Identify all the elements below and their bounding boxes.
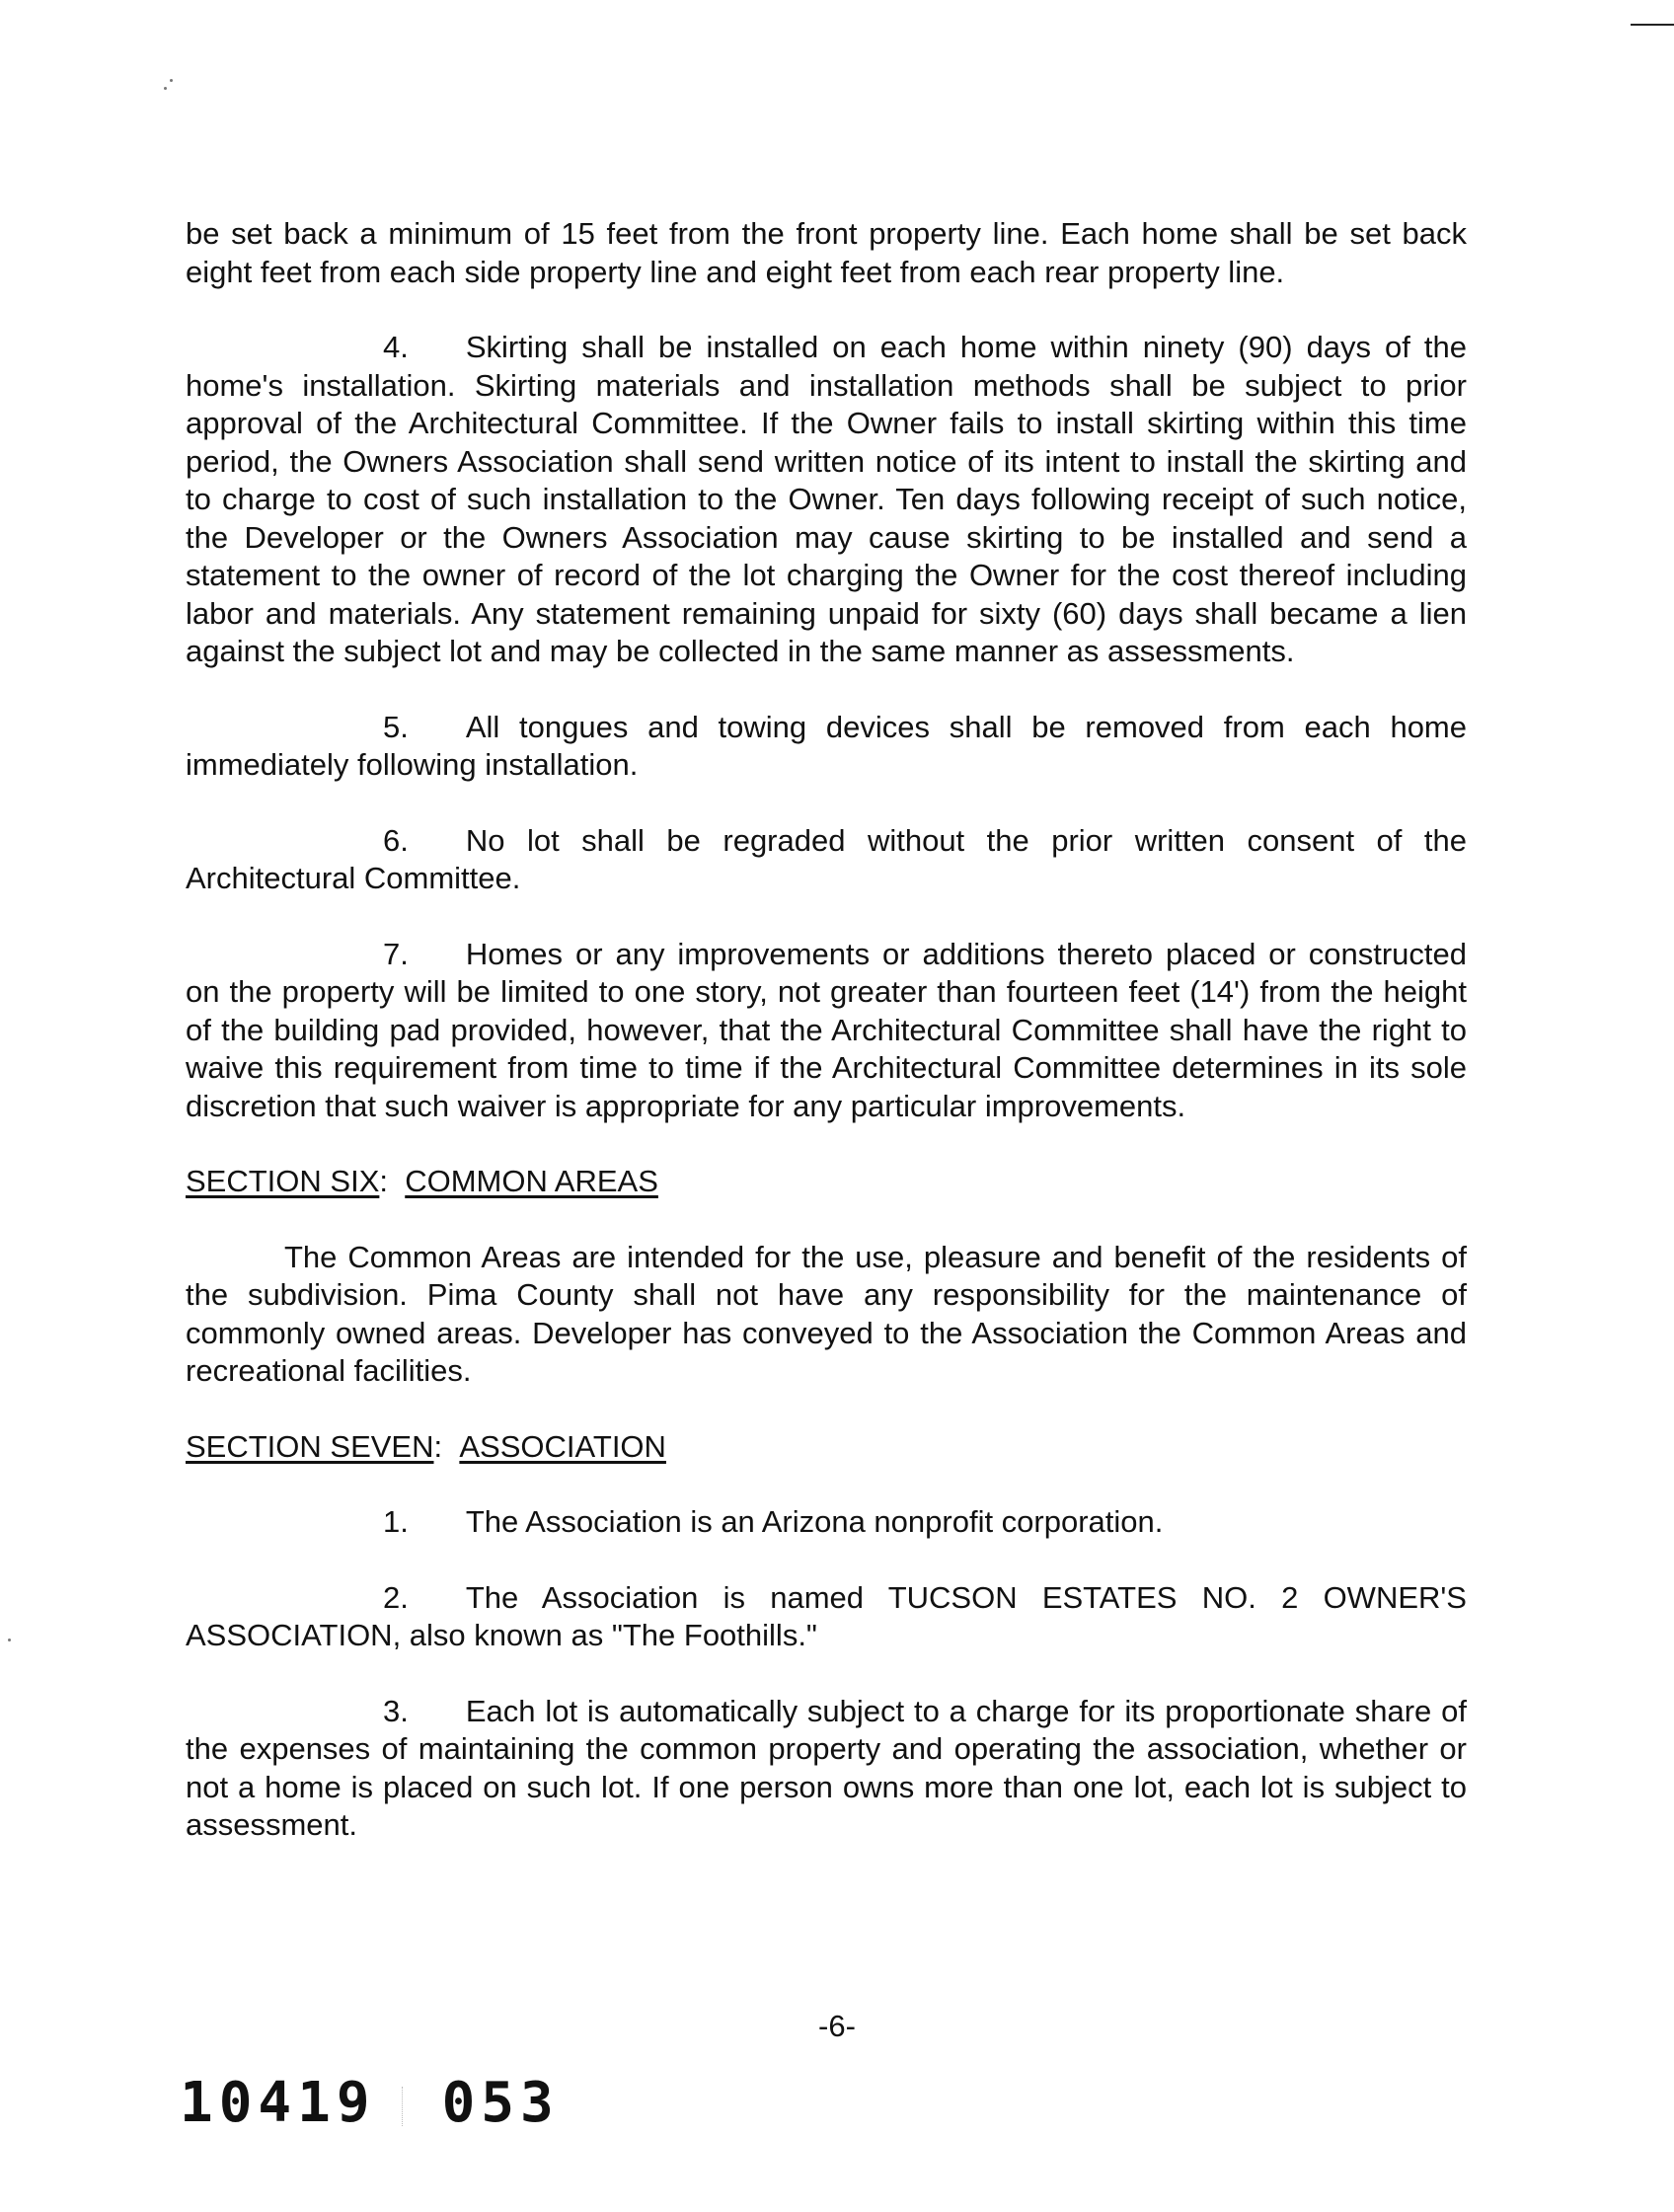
stamp-page-number: 053 [441,2071,560,2135]
association-item-3 [186,1693,1467,1845]
association-item-2-number: 2. [383,1579,409,1615]
association-item-1-text: The Association is an Arizona nonprofit corporation. [465,1504,1164,1539]
item-7 [186,936,1467,1126]
section-seven-title: ASSOCIATION [459,1428,666,1464]
section-six-heading [186,1163,1467,1201]
scan-speck [170,79,173,82]
scan-corner-mark [1631,24,1674,26]
association-item-3-text: Each lot is automatically subject to a charge for its proportionate share of the expenses of maintaining the common property and operating the association, whether or not a home is placed on such lot. If one person owns more than one lot, each lot is subject to assessment. [186,1693,1467,1842]
item-4-number: 4. [383,330,409,364]
item-5-text: All tongues and towing devices shall be removed from each home immediately following installation. [186,709,1467,782]
section-six-colon: : [379,1164,388,1198]
scan-speck [164,87,167,90]
section-six-label: SECTION SIX [186,1164,380,1198]
section-six-paragraph [186,1239,1467,1391]
document-body [186,215,1467,1882]
page-number: -6- [818,2009,856,2043]
stamp-separator [402,2087,442,2126]
item-4-text: Skirting shall be installed on each home within ninety (90) days of the home's installation. Skirting materials and installation methods shall be subject to prior approval of the Architectural Committee. If the Owner fails to install skirting within this time period, the Owners Association shall send written notice of its intent to install the skirting and to charge to cost of such installation to the Owner. Ten days following receipt of such notice, the Developer or the Owners Association may cause skirting to be installed and send a statement to the owner of record of the lot charging the Owner for the cost thereof including labor and materials. Any statement remaining unpaid for sixty (60) days shall became a lien against the subject lot and may be collected in the same manner as assessments. [186,330,1467,668]
association-item-2 [186,1579,1467,1655]
item-6-text: No lot shall be regraded without the prior written consent of the Architectural Committee. [186,822,1467,895]
section-six-text: The Common Areas are intended for the use, pleasure and benefit of the residents of the subdivision. Pima County shall not have any responsibility for the maintenance of commonly owned areas. Developer has conveyed to the Association the Common Areas and recreational facilities. [186,1239,1467,1388]
stamp-book-number: 10419 [180,2071,376,2135]
section-six-title: COMMON AREAS [405,1164,658,1198]
section-seven-heading [186,1428,1467,1467]
item-4 [186,329,1467,671]
scan-speck [8,1639,11,1641]
item-6 [186,822,1467,898]
association-item-2-text: The Association is named TUCSON ESTATES NO. 2 OWNER'S ASSOCIATION, also known as "The Foothills." [186,1579,1467,1652]
item-5-number: 5. [383,709,409,744]
paragraph-setback: be set back a minimum of 15 feet from the front property line. Each home shall be set back eight feet from each side property line and eight feet from each rear property line. [186,216,1467,289]
association-item-3-number: 3. [383,1693,409,1728]
association-item-1 [186,1503,1467,1542]
item-5 [186,709,1467,785]
item-7-number: 7. [383,936,409,971]
item-7-text: Homes or any improvements or additions thereto placed or constructed on the property will be limited to one story, not greater than fourteen feet (14') from the height of the building pad provided, however, that the Architectural Committee shall have the right to waive this requirement from time to time if the Architectural Committee determines in its sole discretion that such waiver is appropriate for any particular improvements. [186,936,1467,1123]
item-6-number: 6. [383,822,409,858]
association-item-1-number: 1. [383,1504,409,1539]
recording-stamp [180,2071,560,2135]
section-seven-colon: : [433,1428,443,1464]
section-seven-label: SECTION SEVEN [186,1428,434,1464]
